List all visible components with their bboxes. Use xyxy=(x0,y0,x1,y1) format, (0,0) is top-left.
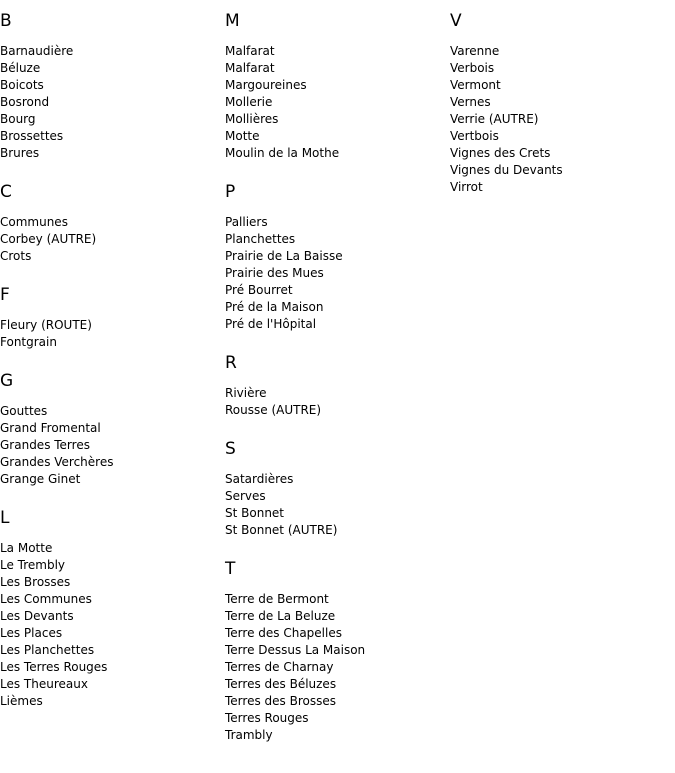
section-letter-heading: M xyxy=(225,11,240,31)
place-name-item: Motte xyxy=(225,129,260,143)
place-name-item: Boicots xyxy=(0,78,44,92)
place-name-item: Grand Fromental xyxy=(0,421,101,435)
index-column xyxy=(0,10,215,710)
place-name-item: Le Trembly xyxy=(0,558,66,572)
letter-section xyxy=(0,181,215,265)
place-name-item: Béluze xyxy=(0,61,41,75)
place-name-item: Fontgrain xyxy=(0,335,57,349)
place-name-item: Vertbois xyxy=(450,129,499,143)
section-letter-heading: T xyxy=(225,559,236,579)
section-letter-heading: G xyxy=(0,371,14,391)
place-name-item: Terre des Chapelles xyxy=(225,626,342,640)
place-name-item: Malfarat xyxy=(225,44,275,58)
place-name-item: Satardières xyxy=(225,472,294,486)
place-name-item: Les Communes xyxy=(0,592,92,606)
place-name-item: Les Theureaux xyxy=(0,677,88,691)
place-name-item: Terres Rouges xyxy=(225,711,309,725)
letter-section xyxy=(225,352,440,419)
letter-section xyxy=(0,507,215,710)
letter-section xyxy=(450,10,665,196)
letter-section xyxy=(0,10,215,162)
index-column xyxy=(450,10,665,196)
place-name-item: Terres des Béluzes xyxy=(225,677,337,691)
place-name-item: Margoureines xyxy=(225,78,307,92)
place-name-item: Rousse (AUTRE) xyxy=(225,403,322,417)
place-name-item: Virrot xyxy=(450,180,483,194)
place-name-item: Palliers xyxy=(225,215,268,229)
place-name-item: Barnaudière xyxy=(0,44,74,58)
place-name-item: Fleury (ROUTE) xyxy=(0,318,92,332)
place-name-item: St Bonnet xyxy=(225,506,285,520)
section-letter-heading: P xyxy=(225,182,236,202)
place-name-item: Vermont xyxy=(450,78,501,92)
place-name-item: Verbois xyxy=(450,61,495,75)
place-name-item: Les Brosses xyxy=(0,575,71,589)
place-name-item: Prairie de La Baisse xyxy=(225,249,343,263)
place-name-item: Gouttes xyxy=(0,404,48,418)
place-name-item: Grange Ginet xyxy=(0,472,81,486)
letter-section xyxy=(225,558,440,744)
place-name-item: Vignes du Devants xyxy=(450,163,563,177)
place-name-item: Trambly xyxy=(225,728,273,742)
place-name-item: Grandes Verchères xyxy=(0,455,114,469)
letter-section xyxy=(0,284,215,351)
section-letter-heading: C xyxy=(0,182,12,202)
place-name-item: Les Devants xyxy=(0,609,74,623)
section-letter-heading: S xyxy=(225,439,236,459)
place-name-item: Mollerie xyxy=(225,95,273,109)
letter-section xyxy=(0,370,215,488)
letter-section xyxy=(225,181,440,333)
place-name-item: Pré de la Maison xyxy=(225,300,324,314)
place-name-item: Malfarat xyxy=(225,61,275,75)
place-name-item: Corbey (AUTRE) xyxy=(0,232,97,246)
section-letter-heading: R xyxy=(225,353,237,373)
place-name-item: Bosrond xyxy=(0,95,50,109)
section-letter-heading: L xyxy=(0,508,10,528)
place-name-item: Varenne xyxy=(450,44,500,58)
place-name-item: Terres de Charnay xyxy=(225,660,334,674)
place-name-item: Moulin de la Mothe xyxy=(225,146,340,160)
place-name-item: Pré de l'Hôpital xyxy=(225,317,317,331)
place-name-item: Les Places xyxy=(0,626,63,640)
place-name-item: Crots xyxy=(0,249,32,263)
place-name-item: Terre Dessus La Maison xyxy=(225,643,366,657)
place-name-item: Les Planchettes xyxy=(0,643,95,657)
place-name-item: Mollières xyxy=(225,112,279,126)
place-name-item: Pré Bourret xyxy=(225,283,293,297)
place-name-item: Les Terres Rouges xyxy=(0,660,108,674)
place-name-item: Bourg xyxy=(0,112,36,126)
place-name-item: Terre de La Beluze xyxy=(225,609,336,623)
section-letter-heading: V xyxy=(450,11,462,31)
place-name-item: Brures xyxy=(0,146,40,160)
section-letter-heading: B xyxy=(0,11,12,31)
index-column xyxy=(225,10,440,744)
place-name-item: Vignes des Crets xyxy=(450,146,551,160)
place-name-item: Vernes xyxy=(450,95,491,109)
place-name-item: Rivière xyxy=(225,386,267,400)
place-name-item: St Bonnet (AUTRE) xyxy=(225,523,338,537)
place-name-item: Grandes Terres xyxy=(0,438,90,452)
place-name-item: Terres des Brosses xyxy=(225,694,336,708)
place-name-item: Lièmes xyxy=(0,694,43,708)
place-name-item: Verrie (AUTRE) xyxy=(450,112,539,126)
letter-section xyxy=(225,438,440,539)
section-letter-heading: F xyxy=(0,285,10,305)
place-name-item: Planchettes xyxy=(225,232,296,246)
place-name-item: Prairie des Mues xyxy=(225,266,324,280)
place-name-item: Serves xyxy=(225,489,266,503)
place-name-item: La Motte xyxy=(0,541,53,555)
letter-section xyxy=(225,10,440,162)
place-name-item: Communes xyxy=(0,215,68,229)
place-name-item: Terre de Bermont xyxy=(225,592,329,606)
place-name-item: Brossettes xyxy=(0,129,64,143)
